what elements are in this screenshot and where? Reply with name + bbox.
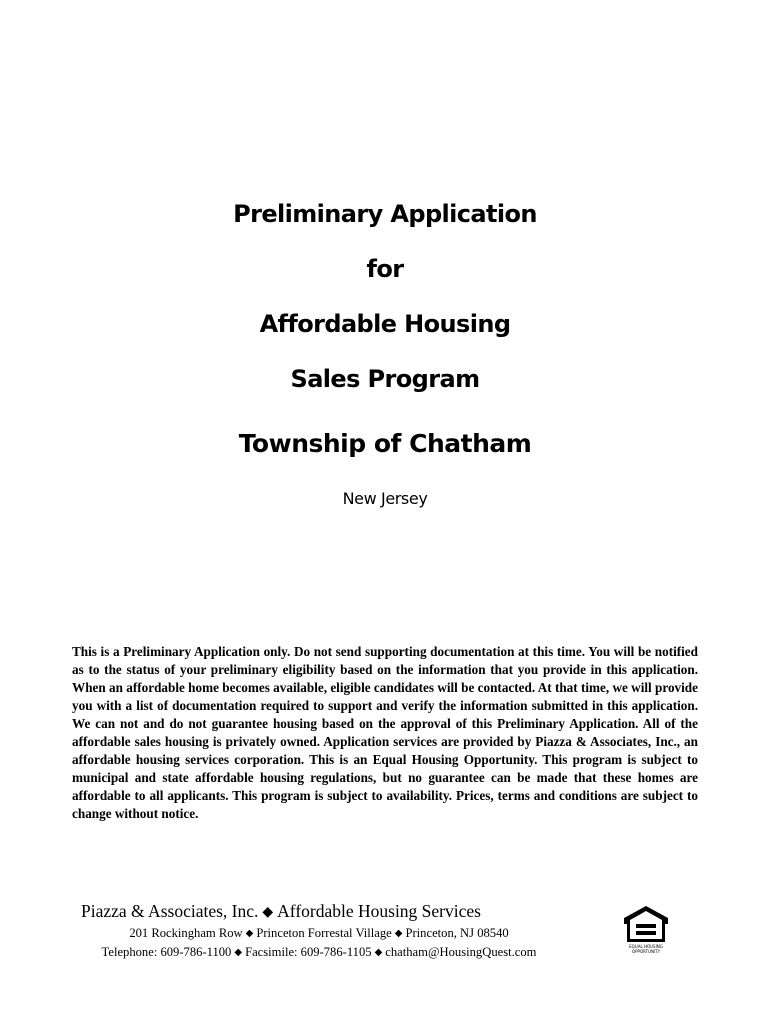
diamond-separator: ◆	[394, 928, 403, 939]
telephone: Telephone: 609-786-1100	[101, 945, 232, 959]
township-name: Township of Chatham	[238, 429, 532, 458]
eho-logo-text: EQUAL HOUSING OPPORTUNITY	[629, 944, 663, 954]
address-city: Princeton, NJ 08540	[405, 926, 509, 940]
company-name: Piazza & Associates, Inc.	[81, 901, 259, 921]
service-name: Affordable Housing Services	[277, 901, 481, 921]
diamond-separator: ◆	[262, 905, 274, 920]
address-village: Princeton Forrestal Village	[256, 926, 392, 940]
diamond-separator: ◆	[234, 947, 243, 958]
state-name: New Jersey	[342, 489, 428, 508]
diamond-separator: ◆	[245, 928, 254, 939]
email-link[interactable]: chatham@HousingQuest.com	[385, 945, 537, 959]
preliminary-notice: This is a Preliminary Application only. Do not send supporting documentation at this time. You will be notified as to the status of your preliminary eligibility based on the information that you provide in this application. When an affordable home becomes available, eligible candidates will be contacted. At that time, we will provide you with a list of documentation required to support and verify the information submitted in this application. We can not and do not guarantee housing based on the approval of this Preliminary Application. All of the affordable sales housing is privately owned. Application services are provided by Piazza & Associates, Inc., an affordable housing services corporation. This is an Equal Housing Opportunity. This program is subject to municipal and state affordable housing regulations, but no guarantee can be made that these homes are affordable to all applicants. This program is subject to availability. Prices, terms and conditions are subject to change without notice.	[72, 644, 698, 821]
footer-address-line	[79, 925, 559, 942]
title-line-3: Affordable Housing	[259, 310, 511, 338]
facsimile: Facsimile: 609-786-1105	[245, 945, 372, 959]
diamond-separator: ◆	[374, 947, 383, 958]
footer-company-line	[81, 900, 561, 924]
footer-contact-line	[79, 944, 559, 961]
title-line-1: Preliminary Application	[233, 200, 537, 228]
title-line-4: Sales Program	[290, 365, 480, 393]
address-street: 201 Rockingham Row	[129, 926, 243, 940]
title-line-2: for	[366, 255, 404, 283]
